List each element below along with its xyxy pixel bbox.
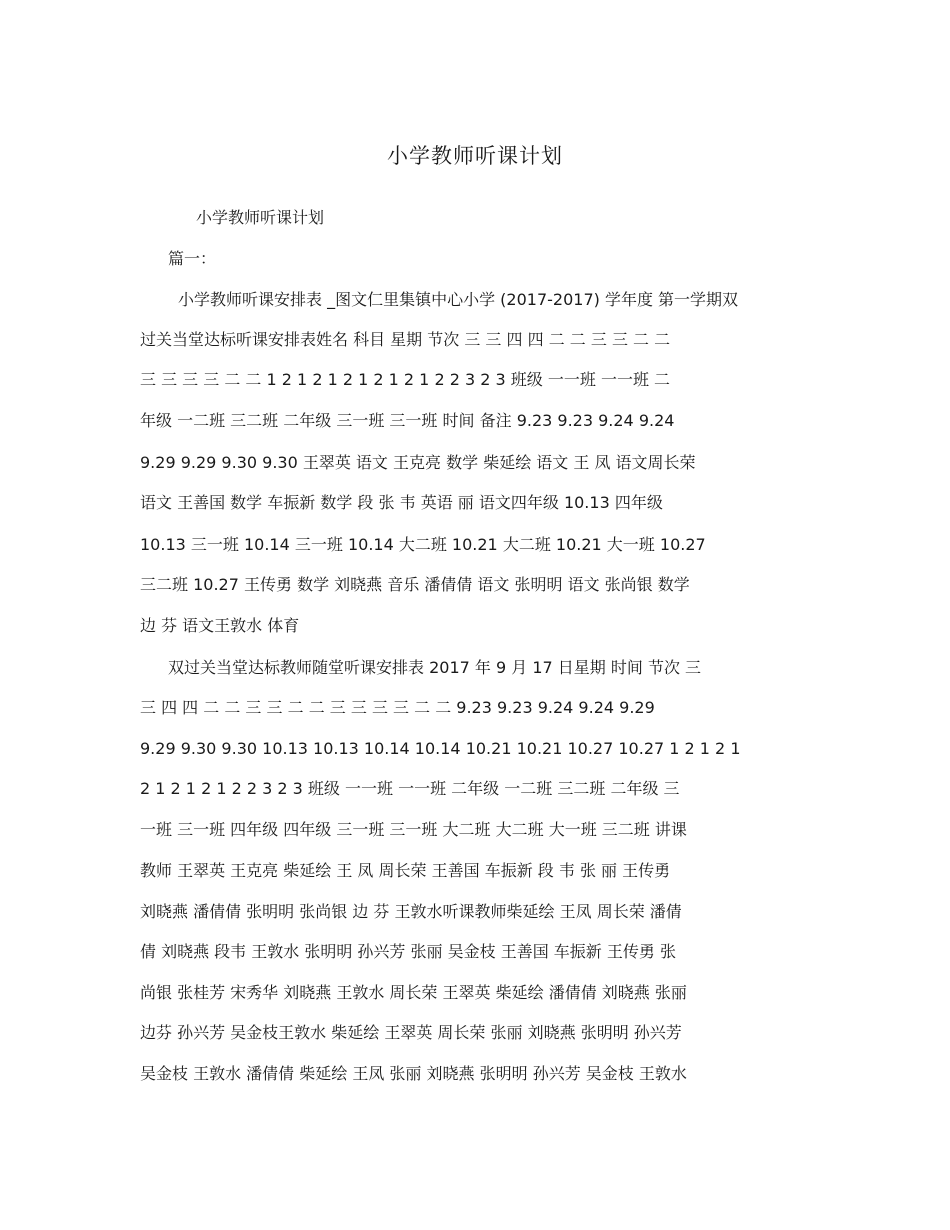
text-line: 刘晓燕 潘倩倩 张明明 张尚银 边 芬 王敦水听课教师柴延绘 王凤 周长荣 潘倩 — [140, 902, 682, 921]
text-line: 小学教师听课安排表 _图文仁里集镇中心小学 (2017-2017) 学年度 第一学期双 — [178, 290, 739, 309]
text-line: 过关当堂达标听课安排表姓名 科目 星期 节次 三 三 四 四 二 二 三 三 二 二 — [140, 330, 671, 349]
text-line: 边 芬 语文王敦水 体育 — [140, 616, 300, 635]
text-line: 倩 刘晓燕 段韦 王敦水 张明明 孙兴芳 张丽 吴金枝 王善国 车振新 王传勇 张 — [140, 942, 676, 961]
text-line: 9.29 9.30 9.30 10.13 10.13 10.14 10.14 10.21 10.21 10.27 10.27 1 2 1 2 1 — [140, 739, 741, 758]
text-line: 小学教师听课计划 — [196, 208, 325, 227]
text-line: 一班 三一班 四年级 四年级 三一班 三一班 大二班 大二班 大一班 三二班 讲课 — [140, 820, 687, 839]
text-line: 三 三 三 三 二 二 1 2 1 2 1 2 1 2 1 2 1 2 2 3 2 3 班级 一一班 一一班 二 — [140, 370, 671, 389]
text-line: 边芬 孙兴芳 吴金枝王敦水 柴延绘 王翠英 周长荣 张丽 刘晓燕 张明明 孙兴芳 — [140, 1023, 682, 1042]
text-line: 双过关当堂达标教师随堂听课安排表 2017 年 9 月 17 日星期 时间 节次 三 — [168, 658, 702, 677]
text-line: 10.13 三一班 10.14 三一班 10.14 大二班 10.21 大二班 10.21 大一班 10.27 — [140, 535, 706, 554]
text-line: 尚银 张桂芳 宋秀华 刘晓燕 王敦水 周长荣 王翠英 柴延绘 潘倩倩 刘晓燕 张丽 — [140, 983, 687, 1002]
text-line: 教师 王翠英 王克亮 柴延绘 王 凤 周长荣 王善国 车振新 段 韦 张 丽 王传勇 — [140, 861, 671, 880]
text-line: 年级 一二班 三二班 二年级 三一班 三一班 时间 备注 9.23 9.23 9.24 9.24 — [140, 411, 675, 430]
text-line: 篇一： — [168, 249, 217, 268]
text-line: 三二班 10.27 王传勇 数学 刘晓燕 音乐 潘倩倩 语文 张明明 语文 张尚银 数学 — [140, 575, 690, 594]
page-title: 小学教师听课计划 — [387, 144, 563, 168]
text-line: 2 1 2 1 2 1 2 2 3 2 3 班级 一一班 一一班 二年级 一二班 三二班 二年级 三 — [140, 779, 680, 798]
text-line: 吴金枝 王敦水 潘倩倩 柴延绘 王凤 张丽 刘晓燕 张明明 孙兴芳 吴金枝 王敦水 — [140, 1064, 687, 1083]
text-line: 语文 王善国 数学 车振新 数学 段 张 韦 英语 丽 语文四年级 10.13 四年级 — [140, 493, 663, 512]
text-line: 9.29 9.29 9.30 9.30 王翠英 语文 王克亮 数学 柴延绘 语文 王 凤 语文周长荣 — [140, 453, 696, 472]
text-line: 三 四 四 二 二 三 三 二 二 三 三 三 三 二 二 9.23 9.23 9.24 9.24 9.29 — [140, 698, 655, 717]
